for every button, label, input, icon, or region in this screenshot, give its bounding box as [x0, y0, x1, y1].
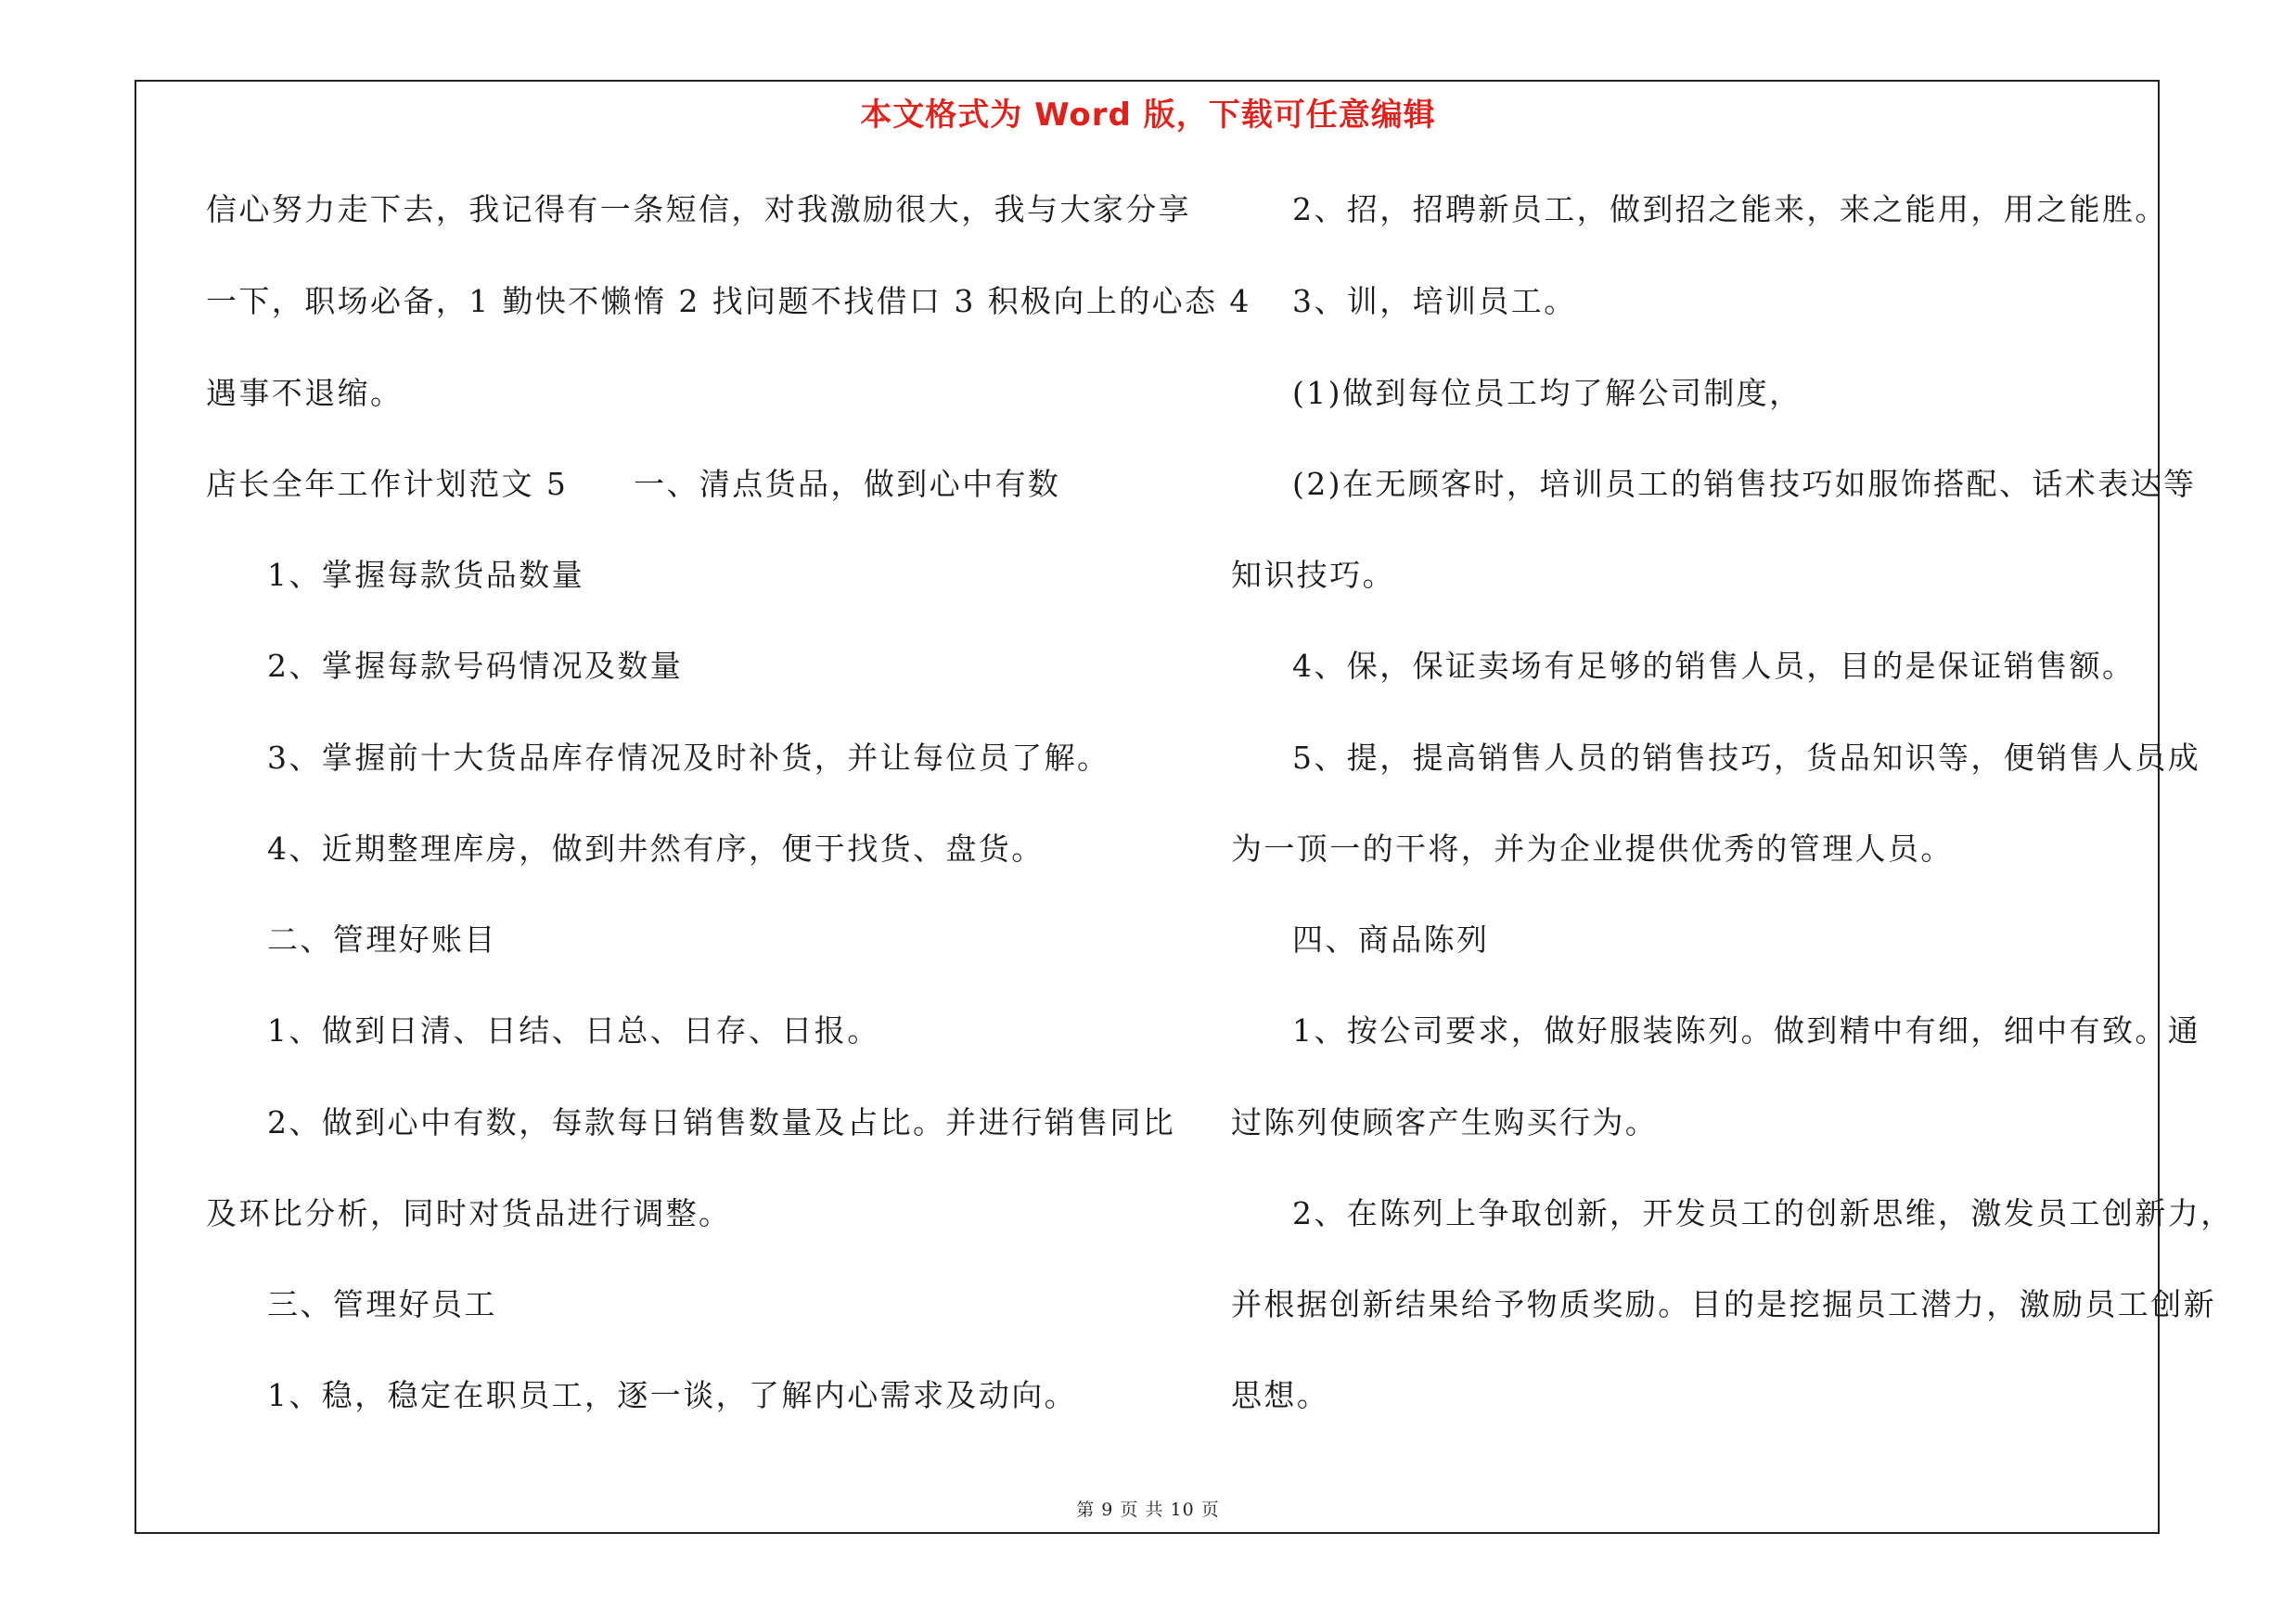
section-heading: 二、管理好账目 — [267, 921, 497, 958]
list-item: 1、掌握每款货品数量 — [267, 557, 584, 593]
format-banner: 本文格式为 Word 版，下载可任意编辑 — [860, 97, 1436, 134]
page-number-footer: 第 9 页 共 10 页 — [1076, 1500, 1220, 1520]
paragraph-line: 一下，职场必备，1 勤快不懒惰 2 找问题不找借口 3 积极向上的心态 4 — [206, 283, 1251, 319]
paragraph-line: 信心努力走下去，我记得有一条短信，对我激励很大，我与大家分享 — [206, 191, 1191, 227]
list-item: 5、提，提高销售人员的销售技巧，货品知识等，便销售人员成 — [1292, 740, 2201, 776]
list-item: 1、做到日清、日结、日总、日存、日报。 — [267, 1012, 880, 1049]
paragraph-line: 遇事不退缩。 — [206, 375, 404, 411]
list-item: 2、做到心中有数，每款每日销售数量及占比。并进行销售同比 — [267, 1104, 1176, 1140]
list-item: 2、在陈列上争取创新，开发员工的创新思维，激发员工创新力， — [1292, 1195, 2234, 1231]
list-item: 1、按公司要求，做好服装陈列。做到精中有细，细中有致。通 — [1292, 1012, 2201, 1049]
list-item: 2、招，招聘新员工，做到招之能来，来之能用，用之能胜。 — [1292, 191, 2168, 227]
list-item: 2、掌握每款号码情况及数量 — [267, 648, 684, 684]
list-item: 3、训，培训员工。 — [1292, 283, 1577, 319]
list-item: 4、近期整理库房，做到井然有序，便于找货、盘货。 — [267, 831, 1045, 867]
section-heading: 四、商品陈列 — [1292, 921, 1490, 958]
paragraph-line: 为一顶一的干将，并为企业提供优秀的管理人员。 — [1231, 831, 1954, 867]
list-item: (2)在无顾客时，培训员工的销售技巧如服饰搭配、话术表达等 — [1292, 466, 2197, 502]
list-item: 3、掌握前十大货品库存情况及时补货，并让每位员了解。 — [267, 740, 1110, 776]
paragraph-line: 及环比分析，同时对货品进行调整。 — [206, 1195, 732, 1231]
list-item: 4、保，保证卖场有足够的销售人员，目的是保证销售额。 — [1292, 648, 2136, 684]
paragraph-line: 过陈列使顾客产生购买行为。 — [1231, 1104, 1659, 1140]
section-heading-line: 店长全年工作计划范文 5 一、清点货品，做到心中有数 — [206, 466, 1061, 502]
list-item: 1、稳，稳定在职员工，逐一谈，了解内心需求及动向。 — [267, 1377, 1077, 1413]
paragraph-line: 思想。 — [1231, 1377, 1330, 1413]
section-heading: 三、管理好员工 — [267, 1286, 497, 1322]
paragraph-line: 并根据创新结果给予物质奖励。目的是挖掘员工潜力，激励员工创新 — [1231, 1286, 2216, 1322]
list-item: (1)做到每位员工均了解公司制度， — [1292, 375, 1802, 411]
paragraph-line: 知识技巧。 — [1231, 557, 1395, 593]
